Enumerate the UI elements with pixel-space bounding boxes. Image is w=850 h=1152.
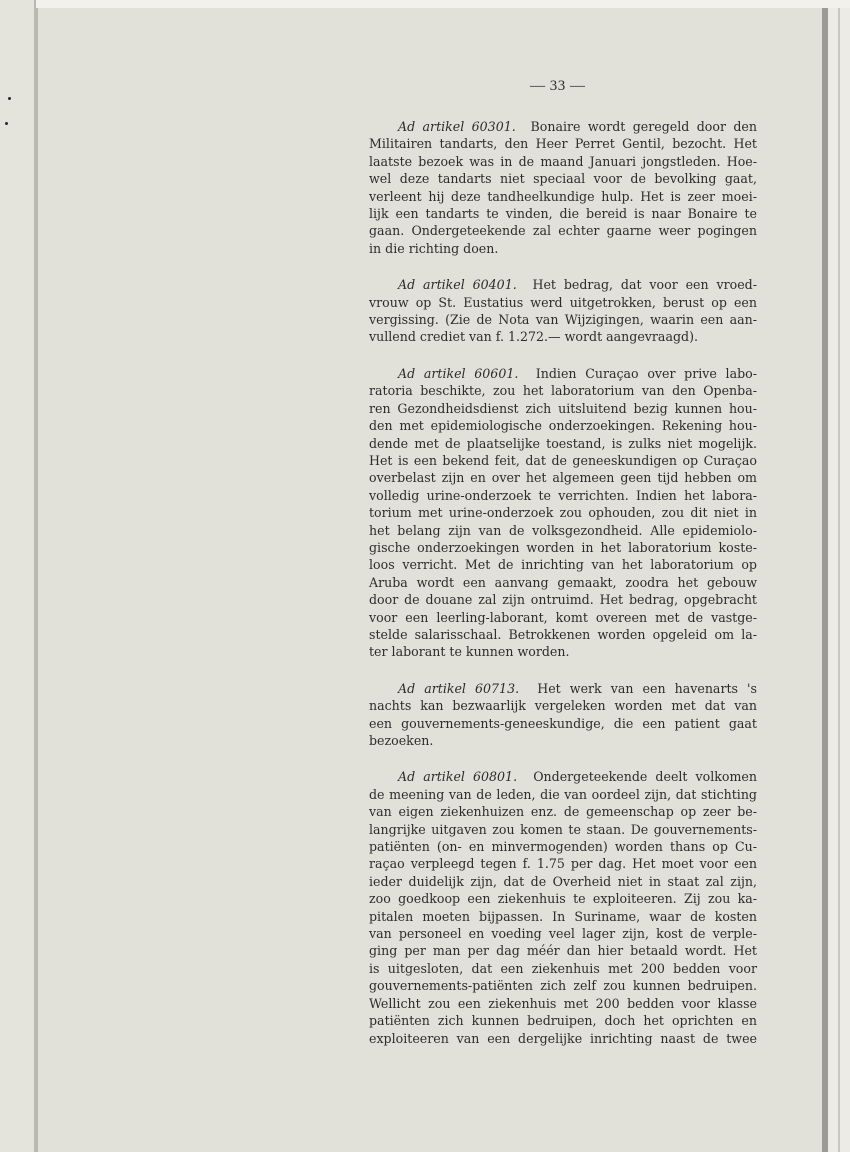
text-line: patiënten (on- en minvermogenden) worden thans op Cu- bbox=[369, 839, 757, 855]
text-line: loos verricht. Met de inrichting van het laboratorium op bbox=[369, 557, 757, 573]
paragraph-60301 bbox=[369, 118, 757, 257]
text-line: vullend crediet van f. 1.272.— wordt aangevraagd). bbox=[369, 329, 698, 345]
text-line: Wellicht zou een ziekenhuis met 200 bedden voor klasse bbox=[369, 995, 757, 1011]
text-line: ter laborant te kunnen worden. bbox=[369, 644, 570, 660]
article-reference: Ad artikel 60301. bbox=[398, 119, 516, 134]
text-line: Militairen tandarts, den Heer Perret Gentil, bezocht. Het bbox=[369, 136, 757, 152]
article-reference: Ad artikel 60801. bbox=[398, 769, 518, 785]
text-line: patiënten zich kunnen bedruipen, doch het oprichten en bbox=[369, 1013, 757, 1029]
paragraph-60401 bbox=[369, 276, 757, 346]
text-line: gische onderzoekingen worden in het laboratorium koste- bbox=[369, 539, 757, 555]
text-line: vergissing. (Zie de Nota van Wijzigingen, waarin een aan- bbox=[369, 312, 757, 328]
paragraph-60713 bbox=[369, 680, 757, 750]
text-line: de meening van de leden, die van oordeel zijn, dat stichting bbox=[369, 786, 757, 802]
text-line: nachts kan bezwaarlijk vergeleken worden met dat van bbox=[369, 698, 757, 714]
text-line: pitalen moeten bijpassen. In Suriname, waar de kosten bbox=[369, 908, 757, 924]
text-line: den met epidemiologische onderzoekingen. Rekening hou- bbox=[369, 418, 757, 434]
text-line: dende met de plaatselijke toestand, is zulks niet mogelijk. bbox=[369, 435, 757, 451]
text-line: Ad artikel 60713. Het werk van een havenarts 's bbox=[369, 680, 757, 697]
text-line: door de douane zal zijn ontruimd. Het bedrag, opgebracht bbox=[369, 592, 757, 608]
text-line: ging per man per dag méér dan hier betaald wordt. Het bbox=[369, 943, 757, 959]
text-line: Ad artikel 60601. Indien Curaçao over prive labo- bbox=[369, 365, 757, 382]
text-line: ren Gezondheidsdienst zich uitsluitend bezig kunnen hou- bbox=[369, 400, 757, 416]
paragraph-60601 bbox=[369, 365, 757, 661]
text-line: Ad artikel 60301. Bonaire wordt geregeld door den bbox=[369, 118, 757, 135]
text-line: gouvernements-patiënten zich zelf zou kunnen bedruipen. bbox=[369, 978, 757, 994]
text-line: stelde salarisschaal. Betrokkenen worden opgeleid om la- bbox=[369, 626, 757, 642]
text-line: zoo goedkoop een ziekenhuis te exploiteeren. Zij zou ka- bbox=[369, 891, 757, 907]
text-line: van personeel en voeding veel lager zijn, kost de verple- bbox=[369, 926, 757, 942]
text-line: torium met urine-onderzoek zou ophouden, zou dit niet in bbox=[369, 505, 757, 521]
text-line: laatste bezoek was in de maand Januari jongstleden. Hoe- bbox=[369, 153, 757, 169]
text-line: vrouw op St. Eustatius werd uitgetrokken, berust op een bbox=[369, 294, 757, 310]
text-line: ieder duidelijk zijn, dat de Overheid niet in staat zal zijn, bbox=[369, 873, 757, 889]
article-reference: Ad artikel 60401. bbox=[398, 277, 517, 293]
text-line: Het is een bekend feit, dat de geneeskundigen op Curaçao bbox=[369, 452, 757, 468]
page-number: — 33 — bbox=[530, 78, 586, 94]
text-line: in die richting doen. bbox=[369, 240, 499, 256]
text-line: een gouvernements-geneeskundige, die een patient gaat bbox=[369, 715, 757, 731]
body-text bbox=[369, 118, 757, 1066]
left-page-edge bbox=[0, 0, 36, 1152]
text-line: exploiteeren van een dergelijke inrichting naast de twee bbox=[369, 1030, 757, 1046]
text-line: volledig urine-onderzoek te verrichten. Indien het labora- bbox=[369, 487, 757, 503]
text-line: van eigen ziekenhuizen enz. de gemeenschap op zeer be- bbox=[369, 804, 757, 820]
text-line: gaan. Ondergeteekende zal echter gaarne weer pogingen bbox=[369, 223, 757, 239]
text-line: wel deze tandarts niet speciaal voor de bevolking gaat, bbox=[369, 171, 757, 187]
right-edge-line bbox=[838, 8, 840, 1152]
margin-speck bbox=[5, 122, 8, 125]
article-reference: Ad artikel 60601. bbox=[398, 365, 519, 381]
text-line: Aruba wordt een aanvang gemaakt, zoodra het gebouw bbox=[369, 574, 757, 590]
top-page-edge bbox=[36, 0, 850, 8]
text-line: Ad artikel 60801. Ondergeteekende deelt volkomen bbox=[369, 768, 757, 785]
paragraph-60801 bbox=[369, 768, 757, 1047]
text-line: lijk een tandarts te vinden, die bereid is naar Bonaire te bbox=[369, 206, 757, 222]
text-line: het belang zijn van de volksgezondheid. Alle epidemiolo- bbox=[369, 522, 757, 538]
margin-speck bbox=[8, 97, 11, 100]
text-line: bezoeken. bbox=[369, 733, 434, 748]
article-reference: Ad artikel 60713. bbox=[398, 680, 520, 696]
text-line: ratoria beschikte, zou het laboratorium van den Openba- bbox=[369, 383, 757, 399]
text-line: Ad artikel 60401. Het bedrag, dat voor een vroed- bbox=[369, 276, 757, 293]
text-line: verleent hij deze tandheelkundige hulp. Het is zeer moei- bbox=[369, 188, 757, 204]
text-line: raçao verpleegd tegen f. 1.75 per dag. Het moet voor een bbox=[369, 856, 757, 872]
text-line: overbelast zijn en over het algemeen geen tijd hebben om bbox=[369, 470, 757, 486]
text-line: langrijke uitgaven zou komen te staan. De gouvernements- bbox=[369, 821, 757, 837]
text-line: is uitgesloten, dat een ziekenhuis met 200 bedden voor bbox=[369, 960, 757, 976]
text-line: voor een leerling-laborant, komt overeen met de vastge- bbox=[369, 609, 757, 625]
